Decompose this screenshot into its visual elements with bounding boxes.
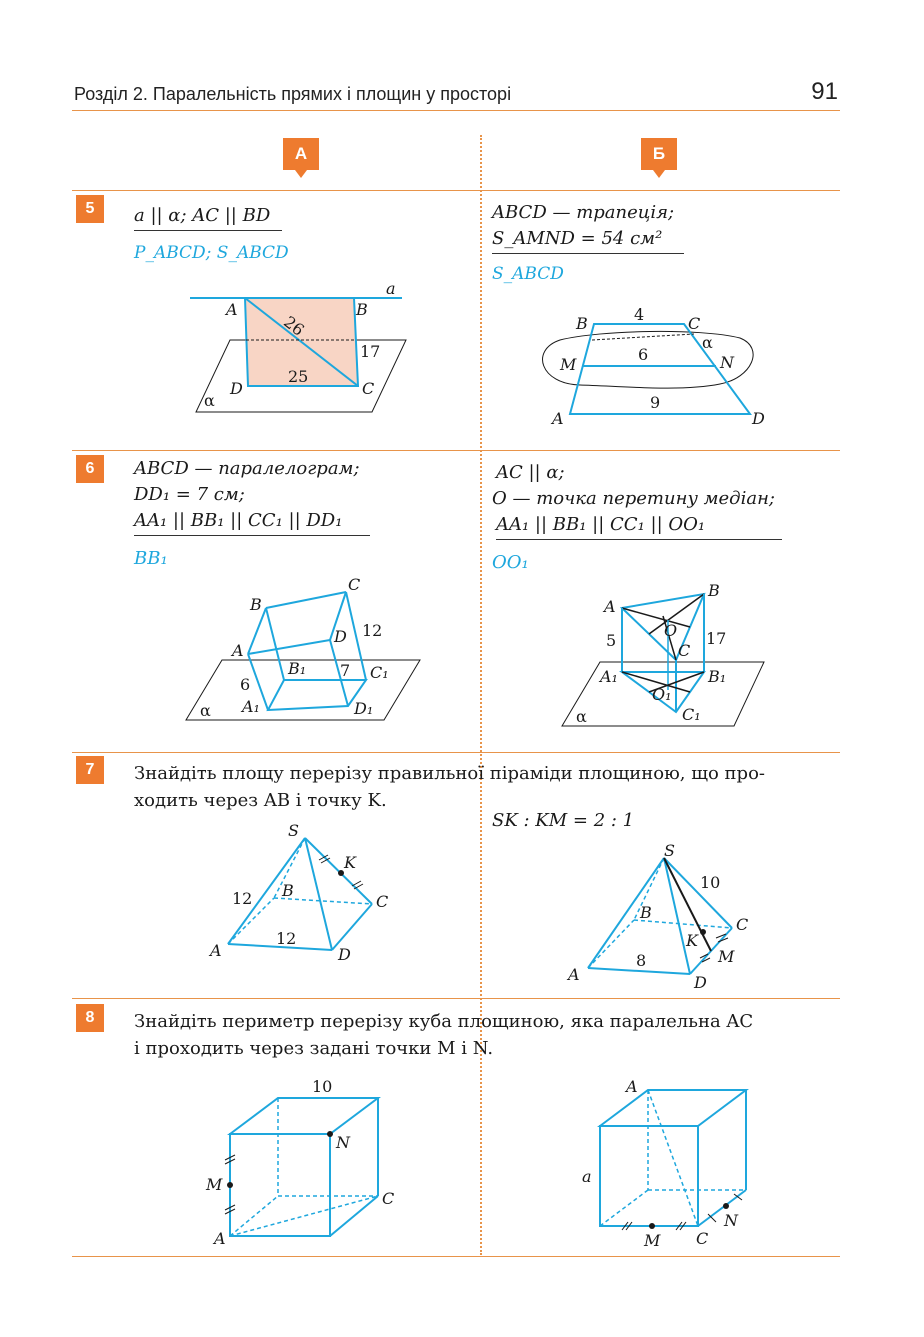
p5a-label-17: 17 <box>360 342 381 361</box>
page-number: 91 <box>811 78 838 105</box>
p5a-label-26: 26 <box>280 312 308 340</box>
p7-text-2: ходить через AB і точку K. <box>134 790 387 811</box>
p8a-label-C: C <box>382 1189 395 1208</box>
p6a-label-alpha: α <box>200 701 211 720</box>
p8b-label-a: a <box>582 1167 592 1186</box>
p7a-label-12b: 12 <box>276 929 297 948</box>
p6a-label-D1: D₁ <box>354 699 374 718</box>
p7a-label-B: B <box>282 881 294 900</box>
p6a-label-6: 6 <box>240 675 251 694</box>
p7a-label-12a: 12 <box>232 889 253 908</box>
p6b-find: OO₁ <box>492 552 529 573</box>
p5a-label-D: D <box>230 379 243 398</box>
p8b-label-C: C <box>696 1229 709 1248</box>
p7b-label-10: 10 <box>700 873 721 892</box>
p7b-label-B: B <box>640 903 652 922</box>
problem-number-6: 6 <box>76 455 104 483</box>
p7b-given: SK : KM = 2 : 1 <box>492 810 635 831</box>
p8b-label-N: N <box>724 1211 738 1230</box>
p5a-label-C: C <box>362 379 375 398</box>
p6a-given-1: ABCD — паралелограм; <box>134 458 360 479</box>
p7b-label-S: S <box>664 841 675 860</box>
p5a-label-A: A <box>226 300 238 319</box>
p7b-label-C: C <box>736 915 749 934</box>
p6b-label-A: A <box>604 597 616 616</box>
p7b-label-M: M <box>718 947 735 966</box>
p8b-label-A: A <box>626 1077 638 1096</box>
p7a-label-K: K <box>344 853 356 872</box>
p6a-find: BB₁ <box>134 548 168 569</box>
column-b-badge: Б <box>641 138 677 170</box>
p6a-label-12: 12 <box>362 621 383 640</box>
p6b-label-C1: C₁ <box>682 705 701 724</box>
p6a-label-A1: A₁ <box>242 697 260 716</box>
p6b-given-3: AA₁ || BB₁ || CC₁ || OO₁ <box>496 514 782 540</box>
p6b-label-17: 17 <box>706 629 727 648</box>
p6b-label-O: O <box>664 621 678 640</box>
p6a-given-3: AA₁ || BB₁ || CC₁ || DD₁ <box>134 510 370 536</box>
p6b-label-alpha: α <box>576 707 587 726</box>
p6a-label-C: C <box>348 575 361 594</box>
p5b-label-6: 6 <box>638 345 649 364</box>
p7b-label-8: 8 <box>636 951 647 970</box>
problem-number-5: 5 <box>76 195 104 223</box>
p5a-label-a: a <box>386 279 396 298</box>
p6b-label-A1: A₁ <box>600 667 618 686</box>
p5a-label-B: B <box>356 300 368 319</box>
p7b-label-K: K <box>686 931 698 950</box>
p5b-given-1: ABCD — трапеція; <box>492 202 675 223</box>
section-title: Розділ 2. Паралельність прямих і площин у просторі <box>74 84 512 104</box>
p5b-label-B: B <box>576 314 588 333</box>
p6b-label-C: C <box>678 641 691 660</box>
p7a-label-C: C <box>376 892 389 911</box>
p6b-label-B: B <box>708 581 720 600</box>
problem-number-8: 8 <box>76 1004 104 1032</box>
p6b-label-O1: O₁ <box>652 685 672 704</box>
problem-number-7: 7 <box>76 756 104 784</box>
p6a-given-2: DD₁ = 7 см; <box>134 484 245 505</box>
p6a-label-B: B <box>250 595 262 614</box>
p6a-label-A: A <box>232 641 244 660</box>
p6b-label-5: 5 <box>606 631 617 650</box>
column-a-badge: А <box>283 138 319 170</box>
p6b-label-B1: B₁ <box>708 667 727 686</box>
p6a-label-D: D <box>334 627 347 646</box>
p5a-find: P_ABCD; S_ABCD <box>134 243 289 263</box>
p5a-label-alpha: α <box>204 391 215 410</box>
p8a-label-10: 10 <box>312 1077 333 1096</box>
p5b-label-alpha: α <box>702 333 713 352</box>
p5b-label-C: C <box>688 314 701 333</box>
p7a-label-A: A <box>210 941 222 960</box>
p8-text-1: Знайдіть периметр перерізу куба площиною, яка паралельна AC <box>134 1011 754 1032</box>
p5a-given: a || α; AC || BD <box>134 205 282 231</box>
p7b-label-D: D <box>694 973 707 992</box>
p5b-label-A: A <box>552 409 564 428</box>
p5b-find: S_ABCD <box>492 264 564 284</box>
p6b-given-1: AC || α; <box>496 462 565 483</box>
p5b-label-9: 9 <box>650 393 661 412</box>
p5b-label-N: N <box>720 353 734 372</box>
p8-text-2: і проходить через задані точки M і N. <box>134 1038 494 1059</box>
p8b-label-M: M <box>644 1231 661 1250</box>
p7a-label-S: S <box>288 821 299 840</box>
p8a-label-M: M <box>206 1175 223 1194</box>
p5b-given-2: S_AMND = 54 см² <box>492 228 684 254</box>
p5b-label-4: 4 <box>634 305 645 324</box>
p8a-label-N: N <box>336 1133 350 1152</box>
p6b-given-2: O — точка перетину медіан; <box>492 488 775 509</box>
p6a-label-B1: B₁ <box>288 659 307 678</box>
p7b-label-A: A <box>568 965 580 984</box>
p7a-label-D: D <box>338 945 351 964</box>
p6a-label-7: 7 <box>340 661 351 680</box>
p5b-label-D: D <box>752 409 765 428</box>
p5a-label-25: 25 <box>288 367 309 386</box>
p8a-label-A: A <box>214 1229 226 1248</box>
p7-text-1: Знайдіть площу перерізу правильної піраміди площиною, що про- <box>134 763 765 784</box>
p5b-label-M: M <box>560 355 577 374</box>
p6a-label-C1: C₁ <box>370 663 389 682</box>
